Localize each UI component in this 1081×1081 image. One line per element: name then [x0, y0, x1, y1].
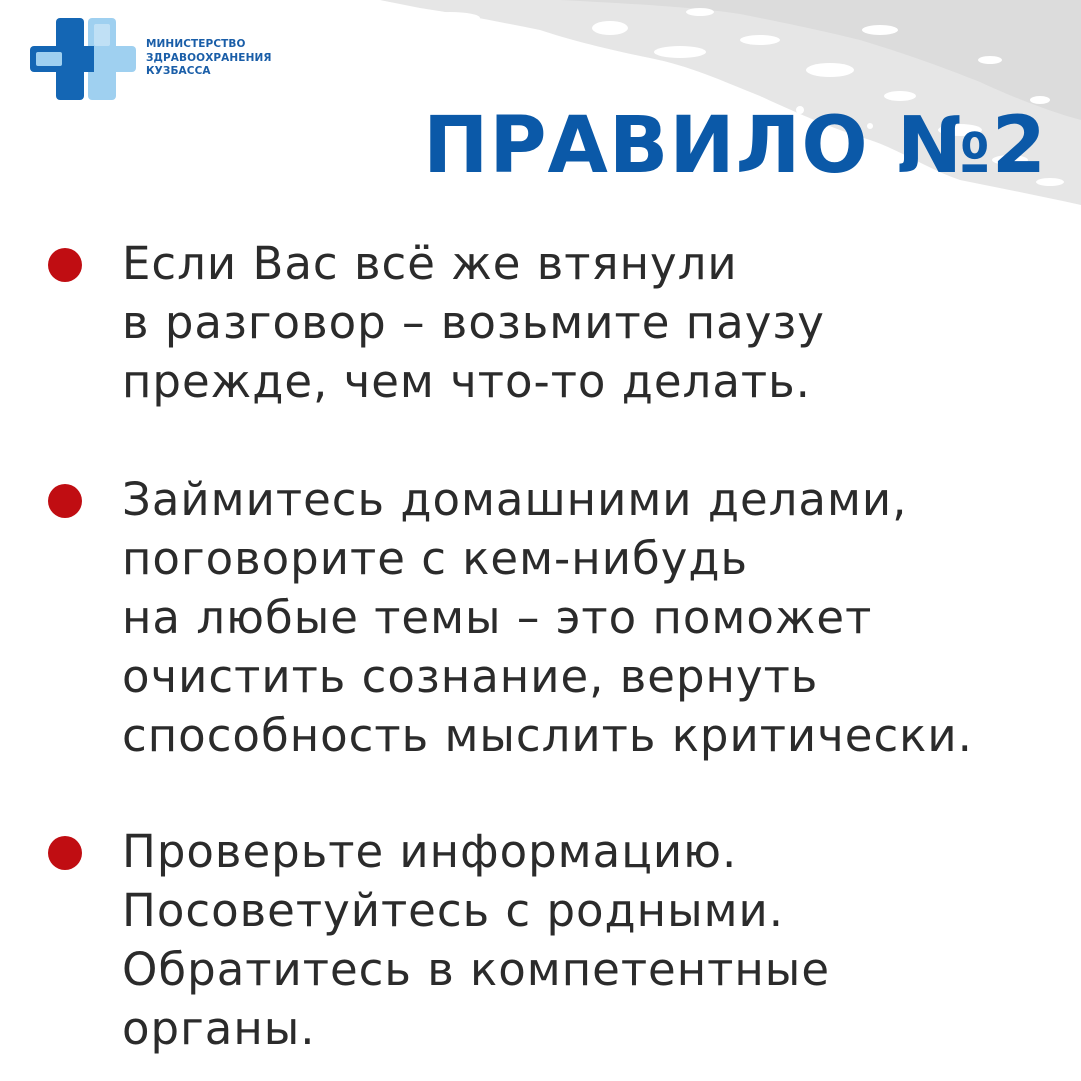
rule-line: Проверьте информацию. — [122, 825, 738, 878]
rule-line: в разговор – возьмите паузу — [122, 296, 825, 349]
rule-line: прежде, чем что-то делать. — [122, 355, 811, 408]
rule-paragraph — [122, 470, 1062, 765]
bullet-dot-icon — [48, 836, 82, 870]
rule-line: Займитесь домашними делами, — [122, 473, 908, 526]
page-title: ПРАВИЛО №2 — [423, 101, 1047, 191]
rule-line: поговорите с кем-нибудь — [122, 532, 748, 585]
ministry-name-line: МИНИСТЕРСТВО — [146, 38, 246, 50]
rule-line: на любые темы – это поможет — [122, 591, 873, 644]
rule-line: Если Вас всё же втянули — [122, 237, 738, 290]
bullet-dot-icon — [48, 248, 82, 282]
rule-line: очистить сознание, вернуть — [122, 650, 819, 703]
rule-line: органы. — [122, 1002, 316, 1055]
rule-paragraph — [122, 234, 1062, 411]
ministry-name-line: ЗДРАВООХРАНЕНИЯ — [146, 51, 272, 64]
rule-line: Посоветуйтесь с родными. — [122, 884, 785, 937]
rule-paragraph — [122, 822, 1062, 1058]
rule-line: Обратитесь в компетентные — [122, 943, 830, 996]
ministry-name-line: КУЗБАССА — [146, 65, 211, 77]
bullet-dot-icon — [48, 484, 82, 518]
rule-line: способность мыслить критически. — [122, 709, 973, 762]
